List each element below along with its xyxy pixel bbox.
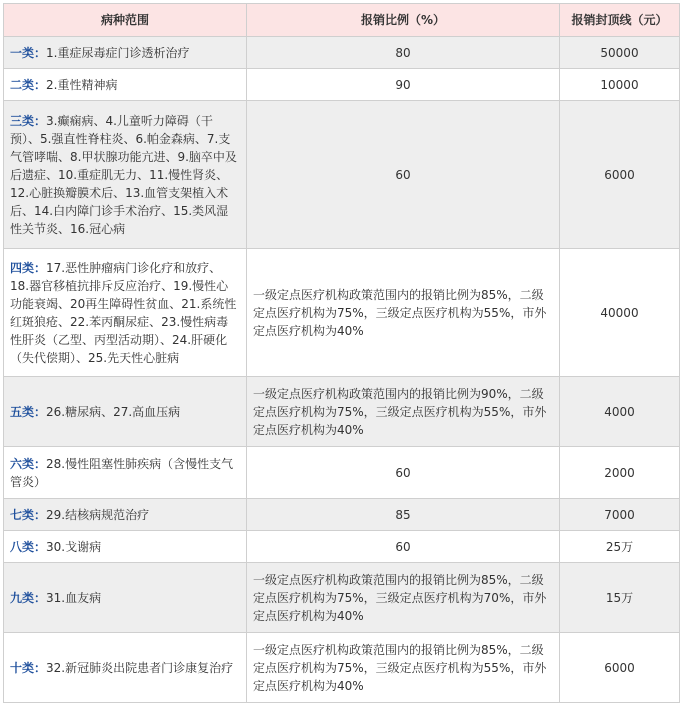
disease-scope-cell — [4, 499, 247, 531]
cap-cell: 2000 — [560, 447, 680, 499]
disease-scope-cell — [4, 249, 247, 377]
category-label: 五类： — [10, 404, 47, 419]
ratio-cell: 90 — [247, 69, 560, 101]
cap-cell: 4000 — [560, 377, 680, 447]
ratio-cell: 一级定点医疗机构政策范围内的报销比例为85%，二级定点医疗机构为75%，三级定点医疗机构为55%，市外定点医疗机构为40% — [247, 633, 560, 703]
table-row — [4, 37, 680, 69]
table-row — [4, 101, 680, 249]
disease-list: 32.新冠肺炎出院患者门诊康复治疗 — [46, 660, 234, 675]
ratio-cell: 85 — [247, 499, 560, 531]
disease-scope-cell — [4, 37, 247, 69]
disease-scope-cell — [4, 563, 247, 633]
disease-scope-cell — [4, 633, 247, 703]
category-label: 二类： — [10, 77, 47, 92]
header-reimbursement-ratio: 报销比例（%） — [247, 4, 560, 37]
category-label: 七类： — [10, 507, 47, 522]
cap-cell: 7000 — [560, 499, 680, 531]
category-label: 三类： — [10, 113, 47, 128]
disease-list: 29.结核病规范治疗 — [46, 507, 150, 522]
category-label: 十类： — [10, 660, 47, 675]
category-label: 九类： — [10, 590, 47, 605]
table-row — [4, 563, 680, 633]
header-disease-scope: 病种范围 — [4, 4, 247, 37]
reimbursement-table — [3, 3, 680, 703]
cap-cell: 6000 — [560, 101, 680, 249]
category-label: 一类： — [10, 45, 47, 60]
cap-cell: 6000 — [560, 633, 680, 703]
cap-cell: 10000 — [560, 69, 680, 101]
disease-list: 2.重性精神病 — [46, 77, 118, 92]
category-label: 八类： — [10, 539, 47, 554]
cap-cell: 50000 — [560, 37, 680, 69]
table-row — [4, 447, 680, 499]
table-row — [4, 69, 680, 101]
ratio-cell: 60 — [247, 447, 560, 499]
disease-list: 30.戈谢病 — [46, 539, 102, 554]
disease-scope-cell — [4, 447, 247, 499]
disease-list: 26.糖尿病、27.高血压病 — [46, 404, 181, 419]
disease-scope-cell — [4, 101, 247, 249]
ratio-cell: 一级定点医疗机构政策范围内的报销比例为85%，二级定点医疗机构为75%，三级定点医疗机构为55%，市外定点医疗机构为40% — [247, 249, 560, 377]
disease-list: 17.恶性肿瘤病门诊化疗和放疗、18.器官移植抗排斥反应治疗、19.慢性心功能衰竭、20再生障碍性贫血、21.系统性红斑狼疮、22.苯丙酮尿症、23.慢性病毒性肝炎（乙型、丙型活动期）、24.肝硬化（失代偿期）、25.先天性心脏病 — [10, 260, 237, 365]
cap-cell: 15万 — [560, 563, 680, 633]
table-row — [4, 249, 680, 377]
disease-scope-cell — [4, 377, 247, 447]
cap-cell: 25万 — [560, 531, 680, 563]
disease-list: 28.慢性阻塞性肺疾病（含慢性支气管炎） — [10, 456, 234, 489]
table-header-row — [4, 4, 680, 37]
table-row — [4, 377, 680, 447]
category-label: 六类： — [10, 456, 47, 471]
table-row — [4, 531, 680, 563]
cap-cell: 40000 — [560, 249, 680, 377]
ratio-cell: 60 — [247, 101, 560, 249]
table-row — [4, 633, 680, 703]
table-row — [4, 499, 680, 531]
ratio-cell: 60 — [247, 531, 560, 563]
disease-list: 3.癫痫病、4.儿童听力障碍（干预）、5.强直性脊柱炎、6.帕金森病、7.支气管哮喘、8.甲状腺功能亢进、9.脑卒中及后遗症、10.重症肌无力、11.慢性肾炎、12.心脏换瓣膜术后、13.血管支架植入术后、14.白内障门诊手术治疗、15.类风湿性关节炎、16.冠心病 — [10, 113, 237, 236]
ratio-cell: 80 — [247, 37, 560, 69]
ratio-cell: 一级定点医疗机构政策范围内的报销比例为85%，二级定点医疗机构为75%，三级定点医疗机构为70%，市外定点医疗机构为40% — [247, 563, 560, 633]
header-reimbursement-cap: 报销封顶线（元） — [560, 4, 680, 37]
disease-scope-cell — [4, 531, 247, 563]
disease-scope-cell — [4, 69, 247, 101]
disease-list: 31.血友病 — [46, 590, 102, 605]
category-label: 四类： — [10, 260, 47, 275]
disease-list: 1.重症尿毒症门诊透析治疗 — [46, 45, 190, 60]
ratio-cell: 一级定点医疗机构政策范围内的报销比例为90%，二级定点医疗机构为75%，三级定点医疗机构为55%，市外定点医疗机构为40% — [247, 377, 560, 447]
